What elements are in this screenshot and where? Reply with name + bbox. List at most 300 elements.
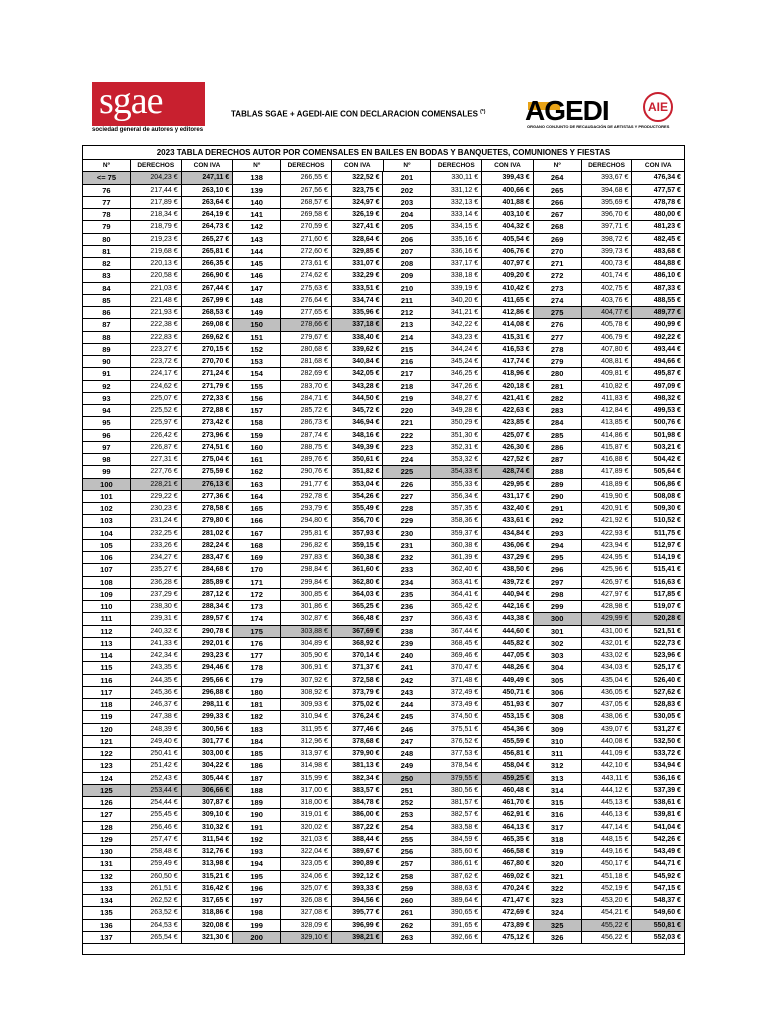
agedi-logo-text: AGEDI — [525, 95, 609, 126]
derechos-value: 329,10 € — [281, 932, 332, 944]
derechos-value: 319,01 € — [281, 809, 332, 821]
derechos-value: 311,95 € — [281, 724, 332, 736]
derechos-value: 357,35 € — [431, 503, 482, 515]
derechos-value: 251,42 € — [131, 760, 182, 772]
table-row — [83, 332, 684, 344]
row-number: 81 — [83, 246, 131, 258]
row-number: 301 — [534, 626, 582, 638]
derechos-value: 443,11 € — [582, 773, 633, 785]
row-number: 122 — [83, 748, 131, 760]
con-iva-value: 271,24 € — [182, 368, 234, 380]
row-number: 124 — [83, 773, 131, 785]
table-row — [83, 368, 684, 380]
con-iva-value: 494,66 € — [632, 356, 684, 368]
table-row — [83, 675, 684, 687]
row-number: 92 — [83, 381, 131, 393]
row-number: 206 — [383, 234, 431, 246]
row-number: 165 — [233, 503, 281, 515]
derechos-value: 219,23 € — [131, 234, 182, 246]
con-iva-value: 264,73 € — [182, 221, 234, 233]
row-number: 173 — [233, 601, 281, 613]
row-number: 207 — [383, 246, 431, 258]
table-row — [83, 356, 684, 368]
row-number: 298 — [534, 589, 582, 601]
con-iva-value: 475,12 € — [482, 932, 534, 944]
row-number: 85 — [83, 295, 131, 307]
con-iva-value: 432,40 € — [482, 503, 534, 515]
con-iva-value: 433,61 € — [482, 515, 534, 527]
con-iva-value: 443,38 € — [482, 613, 534, 625]
table-row — [83, 871, 684, 883]
row-number: 299 — [534, 601, 582, 613]
con-iva-value: 509,30 € — [632, 503, 684, 515]
row-number: 193 — [233, 846, 281, 858]
row-number: 182 — [233, 711, 281, 723]
row-number: 279 — [534, 356, 582, 368]
con-iva-value: 552,03 € — [632, 932, 684, 944]
row-number: 300 — [534, 613, 582, 625]
con-iva-value: 525,17 € — [632, 662, 684, 674]
row-number: 286 — [534, 442, 582, 454]
row-number: 104 — [83, 528, 131, 540]
row-number: 78 — [83, 209, 131, 221]
con-iva-value: 412,86 € — [482, 307, 534, 319]
row-number: 223 — [383, 442, 431, 454]
derechos-value: 364,41 € — [431, 589, 482, 601]
con-iva-value: 362,80 € — [332, 577, 384, 589]
con-iva-value: 270,70 € — [182, 356, 234, 368]
row-number: 310 — [534, 736, 582, 748]
row-number: 87 — [83, 319, 131, 331]
derechos-value: 307,92 € — [281, 675, 332, 687]
derechos-value: 320,02 € — [281, 822, 332, 834]
derechos-value: 373,49 € — [431, 699, 482, 711]
derechos-value: 365,42 € — [431, 601, 482, 613]
row-number: 280 — [534, 368, 582, 380]
derechos-value: 222,38 € — [131, 319, 182, 331]
derechos-value: 347,26 € — [431, 381, 482, 393]
derechos-value: 229,22 € — [131, 491, 182, 503]
con-iva-value: 527,62 € — [632, 687, 684, 699]
table-row — [83, 479, 684, 491]
row-number: 212 — [383, 307, 431, 319]
con-iva-value: 312,76 € — [182, 846, 234, 858]
derechos-value: 221,48 € — [131, 295, 182, 307]
derechos-value: 362,40 € — [431, 564, 482, 576]
con-iva-value: 508,08 € — [632, 491, 684, 503]
con-iva-value: 269,08 € — [182, 319, 234, 331]
con-iva-value: 549,60 € — [632, 907, 684, 919]
con-iva-value: 390,89 € — [332, 858, 384, 870]
con-iva-value: 383,57 € — [332, 785, 384, 797]
con-iva-value: 322,52 € — [332, 172, 384, 184]
derechos-value: 245,36 € — [131, 687, 182, 699]
con-iva-value: 409,20 € — [482, 270, 534, 282]
con-iva-value: 398,21 € — [332, 932, 384, 944]
con-iva-value: 343,28 € — [332, 381, 384, 393]
con-iva-value: 536,16 € — [632, 773, 684, 785]
derechos-value: 451,18 € — [582, 871, 633, 883]
table-body — [83, 160, 684, 944]
derechos-value: 374,50 € — [431, 711, 482, 723]
con-iva-value: 283,47 € — [182, 552, 234, 564]
con-iva-value: 371,37 € — [332, 662, 384, 674]
con-iva-value: 318,86 € — [182, 907, 234, 919]
con-iva-value: 379,90 € — [332, 748, 384, 760]
row-number: 141 — [233, 209, 281, 221]
derechos-value: 291,77 € — [281, 479, 332, 491]
con-iva-value: 467,80 € — [482, 858, 534, 870]
derechos-value: 310,94 € — [281, 711, 332, 723]
derechos-value: 433,02 € — [582, 650, 633, 662]
derechos-value: 402,75 € — [582, 283, 633, 295]
derechos-value: 404,77 € — [582, 307, 633, 319]
row-number: 291 — [534, 503, 582, 515]
con-iva-value: 337,18 € — [332, 319, 384, 331]
row-number: 238 — [383, 626, 431, 638]
row-number: 232 — [383, 552, 431, 564]
derechos-value: 249,40 € — [131, 736, 182, 748]
row-number: 89 — [83, 344, 131, 356]
derechos-value: 331,12 € — [431, 185, 482, 197]
derechos-value: 440,08 € — [582, 736, 633, 748]
table-row — [83, 699, 684, 711]
derechos-value: 421,92 € — [582, 515, 633, 527]
row-number: 313 — [534, 773, 582, 785]
derechos-value: 297,83 € — [281, 552, 332, 564]
derechos-value: 411,83 € — [582, 393, 633, 405]
derechos-value: 259,49 € — [131, 858, 182, 870]
con-iva-value: 281,02 € — [182, 528, 234, 540]
con-iva-value: 461,70 € — [482, 797, 534, 809]
row-number: 231 — [383, 540, 431, 552]
derechos-value: 334,15 € — [431, 221, 482, 233]
con-iva-value: 499,53 € — [632, 405, 684, 417]
derechos-value: 418,89 € — [582, 479, 633, 491]
row-number: 292 — [534, 515, 582, 527]
table-row — [83, 552, 684, 564]
row-number: 287 — [534, 454, 582, 466]
row-number: 174 — [233, 613, 281, 625]
row-number: 302 — [534, 638, 582, 650]
row-number: 240 — [383, 650, 431, 662]
row-number: 168 — [233, 540, 281, 552]
row-number: 219 — [383, 393, 431, 405]
derechos-value: 437,05 € — [582, 699, 633, 711]
row-number: 154 — [233, 368, 281, 380]
con-iva-value: 351,82 € — [332, 466, 384, 478]
table-row — [83, 515, 684, 527]
con-iva-value: 466,58 € — [482, 846, 534, 858]
row-number: 76 — [83, 185, 131, 197]
table-row — [83, 295, 684, 307]
con-iva-value: 532,50 € — [632, 736, 684, 748]
con-iva-value: 478,78 € — [632, 197, 684, 209]
con-iva-value: 303,00 € — [182, 748, 234, 760]
derechos-value: 263,52 € — [131, 907, 182, 919]
con-iva-value: 490,99 € — [632, 319, 684, 331]
row-number: 167 — [233, 528, 281, 540]
table-title: 2023 TABLA DERECHOS AUTOR POR COMENSALES EN BAILES EN BODAS Y BANQUETES, COMUNIONES Y FIESTAS — [83, 146, 684, 160]
row-number: 98 — [83, 454, 131, 466]
con-iva-value: 304,22 € — [182, 760, 234, 772]
derechos-value: 338,18 € — [431, 270, 482, 282]
con-iva-value: 497,09 € — [632, 381, 684, 393]
con-iva-value: 483,68 € — [632, 246, 684, 258]
con-iva-value: 516,63 € — [632, 577, 684, 589]
table-row — [83, 736, 684, 748]
derechos-value: 261,51 € — [131, 883, 182, 895]
derechos-value: 226,87 € — [131, 442, 182, 454]
table-row — [83, 417, 684, 429]
table-row — [83, 234, 684, 246]
derechos-value: 305,90 € — [281, 650, 332, 662]
con-iva-value: 437,29 € — [482, 552, 534, 564]
con-iva-value: 269,62 € — [182, 332, 234, 344]
derechos-value: 405,78 € — [582, 319, 633, 331]
con-iva-value: 273,96 € — [182, 430, 234, 442]
row-number: 255 — [383, 834, 431, 846]
con-iva-value: 354,26 € — [332, 491, 384, 503]
con-iva-value: 375,02 € — [332, 699, 384, 711]
con-iva-value: 550,81 € — [632, 920, 684, 932]
derechos-value: 351,30 € — [431, 430, 482, 442]
table-header-row — [83, 160, 684, 172]
row-number: 181 — [233, 699, 281, 711]
con-iva-value: 431,17 € — [482, 491, 534, 503]
row-number: 322 — [534, 883, 582, 895]
row-number: 145 — [233, 258, 281, 270]
derechos-value: 345,24 € — [431, 356, 482, 368]
derechos-value: 442,10 € — [582, 760, 633, 772]
row-number: 239 — [383, 638, 431, 650]
sgae-logo-mark — [92, 82, 205, 126]
con-iva-value: 370,14 € — [332, 650, 384, 662]
derechos-value: 278,66 € — [281, 319, 332, 331]
row-number: 184 — [233, 736, 281, 748]
row-number: 161 — [233, 454, 281, 466]
con-iva-value: 403,10 € — [482, 209, 534, 221]
derechos-value: 304,89 € — [281, 638, 332, 650]
con-iva-value: 517,85 € — [632, 589, 684, 601]
con-iva-value: 331,07 € — [332, 258, 384, 270]
row-number: 106 — [83, 552, 131, 564]
row-number: 176 — [233, 638, 281, 650]
derechos-value: 322,04 € — [281, 846, 332, 858]
row-number: 178 — [233, 662, 281, 674]
derechos-value: 349,28 € — [431, 405, 482, 417]
row-number: 150 — [233, 319, 281, 331]
table-row — [83, 172, 684, 184]
con-iva-value: 500,76 € — [632, 417, 684, 429]
con-iva-value: 427,52 € — [482, 454, 534, 466]
derechos-value: 321,03 € — [281, 834, 332, 846]
row-number: 220 — [383, 405, 431, 417]
table-row — [83, 687, 684, 699]
derechos-value: 266,55 € — [281, 172, 332, 184]
derechos-value: 393,67 € — [582, 172, 633, 184]
con-iva-value: 348,16 € — [332, 430, 384, 442]
con-iva-value: 511,75 € — [632, 528, 684, 540]
row-number: 325 — [534, 920, 582, 932]
row-number: 93 — [83, 393, 131, 405]
row-number: 218 — [383, 381, 431, 393]
row-number: 269 — [534, 234, 582, 246]
row-number: 235 — [383, 589, 431, 601]
con-iva-value: 270,15 € — [182, 344, 234, 356]
row-number: 237 — [383, 613, 431, 625]
row-number: 311 — [534, 748, 582, 760]
table-row — [83, 907, 684, 919]
derechos-value: 454,21 € — [582, 907, 633, 919]
aie-logo-badge: AIE — [643, 92, 673, 122]
table-row — [83, 491, 684, 503]
con-iva-value: 444,60 € — [482, 626, 534, 638]
derechos-value: 250,41 € — [131, 748, 182, 760]
row-number: 148 — [233, 295, 281, 307]
derechos-value: 422,93 € — [582, 528, 633, 540]
derechos-value: 386,61 € — [431, 858, 482, 870]
derechos-value: 352,31 € — [431, 442, 482, 454]
derechos-value: 389,64 € — [431, 895, 482, 907]
con-iva-value: 301,77 € — [182, 736, 234, 748]
derechos-value: 383,58 € — [431, 822, 482, 834]
derechos-value: 436,05 € — [582, 687, 633, 699]
derechos-value: 378,54 € — [431, 760, 482, 772]
con-iva-value: 449,49 € — [482, 675, 534, 687]
con-iva-value: 514,19 € — [632, 552, 684, 564]
con-iva-value: 277,36 € — [182, 491, 234, 503]
table-row — [83, 932, 684, 944]
table-row — [83, 589, 684, 601]
con-iva-value: 266,35 € — [182, 258, 234, 270]
row-number: 108 — [83, 577, 131, 589]
derechos-value: 243,35 € — [131, 662, 182, 674]
derechos-value: 425,96 € — [582, 564, 633, 576]
row-number: 271 — [534, 258, 582, 270]
con-iva-value: 440,94 € — [482, 589, 534, 601]
con-iva-value: 344,50 € — [332, 393, 384, 405]
derechos-value: 387,62 € — [431, 871, 482, 883]
derechos-value: 420,91 € — [582, 503, 633, 515]
derechos-value: 276,64 € — [281, 295, 332, 307]
row-number: 77 — [83, 197, 131, 209]
con-iva-value: 498,32 € — [632, 393, 684, 405]
derechos-value: 339,19 € — [431, 283, 482, 295]
row-number: 295 — [534, 552, 582, 564]
derechos-value: 308,92 € — [281, 687, 332, 699]
row-number: 297 — [534, 577, 582, 589]
con-iva-value: 473,89 € — [482, 920, 534, 932]
row-number: 133 — [83, 883, 131, 895]
con-iva-value: 539,81 € — [632, 809, 684, 821]
table-row — [83, 638, 684, 650]
derechos-value: 417,89 € — [582, 466, 633, 478]
con-iva-value: 489,77 € — [632, 307, 684, 319]
row-number: 275 — [534, 307, 582, 319]
column-header: DERECHOS — [431, 160, 482, 172]
row-number: 324 — [534, 907, 582, 919]
derechos-value: 410,82 € — [582, 381, 633, 393]
con-iva-value: 439,72 € — [482, 577, 534, 589]
row-number: 213 — [383, 319, 431, 331]
derechos-value: 428,98 € — [582, 601, 633, 613]
row-number: 149 — [233, 307, 281, 319]
con-iva-value: 305,44 € — [182, 773, 234, 785]
row-number: 91 — [83, 368, 131, 380]
column-header: Nº — [233, 160, 281, 172]
derechos-value: 330,11 € — [431, 172, 482, 184]
row-number: 245 — [383, 711, 431, 723]
derechos-value: 455,22 € — [582, 920, 633, 932]
derechos-value: 290,76 € — [281, 466, 332, 478]
row-number: 315 — [534, 797, 582, 809]
derechos-value: 264,53 € — [131, 920, 182, 932]
row-number: 114 — [83, 650, 131, 662]
row-number: 211 — [383, 295, 431, 307]
row-number: 257 — [383, 858, 431, 870]
derechos-value: 238,30 € — [131, 601, 182, 613]
derechos-value: 237,29 € — [131, 589, 182, 601]
con-iva-value: 399,43 € — [482, 172, 534, 184]
con-iva-value: 289,57 € — [182, 613, 234, 625]
row-number: 180 — [233, 687, 281, 699]
row-number: 221 — [383, 417, 431, 429]
table-row — [83, 797, 684, 809]
derechos-value: 336,16 € — [431, 246, 482, 258]
derechos-value: 313,97 € — [281, 748, 332, 760]
table-row — [83, 613, 684, 625]
row-number: 177 — [233, 650, 281, 662]
row-number: 209 — [383, 270, 431, 282]
row-number: 86 — [83, 307, 131, 319]
row-number: 250 — [383, 773, 431, 785]
rates-table — [82, 145, 685, 955]
row-number: 203 — [383, 197, 431, 209]
derechos-value: 236,28 € — [131, 577, 182, 589]
derechos-value: 397,71 € — [582, 221, 633, 233]
derechos-value: 255,45 € — [131, 809, 182, 821]
con-iva-value: 406,76 € — [482, 246, 534, 258]
row-number: 307 — [534, 699, 582, 711]
derechos-value: 325,07 € — [281, 883, 332, 895]
row-number: 190 — [233, 809, 281, 821]
row-number: 186 — [233, 760, 281, 772]
con-iva-value: 295,66 € — [182, 675, 234, 687]
row-number: 188 — [233, 785, 281, 797]
con-iva-value: 367,69 € — [332, 626, 384, 638]
derechos-value: 450,17 € — [582, 858, 633, 870]
derechos-value: 220,58 € — [131, 270, 182, 282]
con-iva-value: 510,52 € — [632, 515, 684, 527]
derechos-value: 288,75 € — [281, 442, 332, 454]
con-iva-value: 458,04 € — [482, 760, 534, 772]
con-iva-value: 530,05 € — [632, 711, 684, 723]
row-number: 306 — [534, 687, 582, 699]
table-row — [83, 858, 684, 870]
column-header: DERECHOS — [281, 160, 332, 172]
row-number: 303 — [534, 650, 582, 662]
derechos-value: 292,78 € — [281, 491, 332, 503]
derechos-value: 277,65 € — [281, 307, 332, 319]
derechos-value: 232,25 € — [131, 528, 182, 540]
sgae-logo-text: sgae — [99, 80, 163, 122]
derechos-value: 295,81 € — [281, 528, 332, 540]
con-iva-value: 523,96 € — [632, 650, 684, 662]
row-number: 274 — [534, 295, 582, 307]
row-number: 316 — [534, 809, 582, 821]
derechos-value: 391,65 € — [431, 920, 482, 932]
